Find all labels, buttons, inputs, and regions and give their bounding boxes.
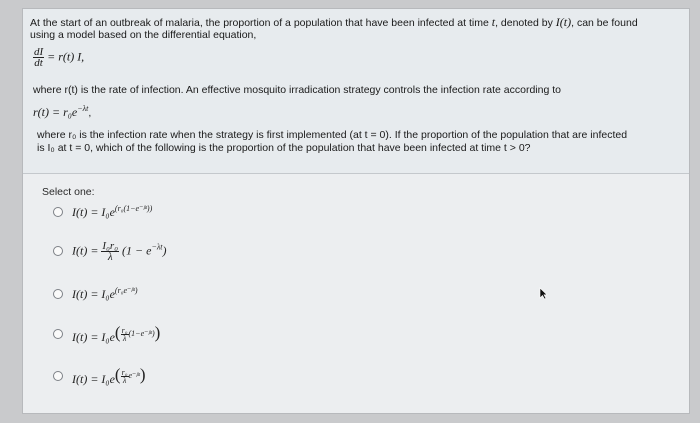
option-4-exponent: ( r₀ λ (1−e⁻ᵝᵗ)) [114, 323, 161, 343]
answer-option-5[interactable] [53, 366, 146, 386]
option-5-exponent: ( r₀ λ e⁻ᵝᵗ) [114, 365, 146, 385]
radio-circle-icon[interactable] [53, 289, 63, 299]
answer-option-4[interactable] [53, 324, 160, 344]
quiz-page [22, 8, 690, 414]
question-intro-line2: using a model based on the differential equation, [30, 29, 257, 41]
radio-circle-icon[interactable] [53, 207, 63, 217]
option-3-expression: $I(t) = I_0e^{(r_0e^-ᵝᵗ)}$ [72, 286, 138, 301]
option-4-expression: $I(t) = I_0e^{( \frac{\text{r₀}}{\lambda} (1-e^-ᵝᵗ))}$ [72, 323, 161, 344]
where-rate-line: where r(t) is the rate of infection. An effective mosquito irradication strategy controls the infection rate according to [33, 84, 561, 96]
radio-circle-icon[interactable] [53, 329, 63, 339]
rate-formula: $r(t) = r_0e^{-\lambda t}$, [33, 104, 92, 119]
which-proportion-line: is I₀ at t = 0, which of the following is the proportion of the population that have been infected at time t > 0? [37, 142, 531, 154]
radio-circle-icon[interactable] [53, 371, 63, 381]
option-2-expression: I(t) = $\frac{\text{I₀r₀}}{\lambda}$ $(1 - e^{-\lambda t})$ [72, 239, 167, 263]
where-r0-line: where r₀ is the infection rate when the strategy is first implemented (at t = 0). If the proportion of the population that are infected [37, 129, 628, 141]
mouse-cursor-icon [539, 287, 548, 305]
ode-fraction: $\frac{dI}{dt}$ [34, 46, 44, 69]
answer-option-1[interactable] [53, 202, 152, 222]
question-panel [23, 9, 689, 174]
question-intro-line1: At the start of an outbreak of malaria, the proportion of a population that have been infected at time t, denoted by I(t), can be found [30, 15, 638, 29]
select-one-label: Select one: [42, 186, 95, 198]
radio-circle-icon[interactable] [53, 246, 63, 256]
answers-panel [23, 174, 689, 413]
option-2-fraction: $\frac{\text{I₀r₀}}{\lambda}$ [102, 239, 119, 263]
answer-option-2[interactable] [53, 241, 167, 261]
answer-option-3[interactable] [53, 284, 138, 304]
option-1-expression: $I(t) = I_0e^{(r_0(1-e^-ᵝᵗ))}$ [72, 204, 153, 219]
option-5-expression: $I(t) = I_0e^{( \frac{\text{r₀}}{\lambda} e^-ᵝᵗ)}$ [72, 365, 146, 386]
differential-equation: $\frac{dI}{dt}$ = r(t) I, [34, 46, 85, 69]
